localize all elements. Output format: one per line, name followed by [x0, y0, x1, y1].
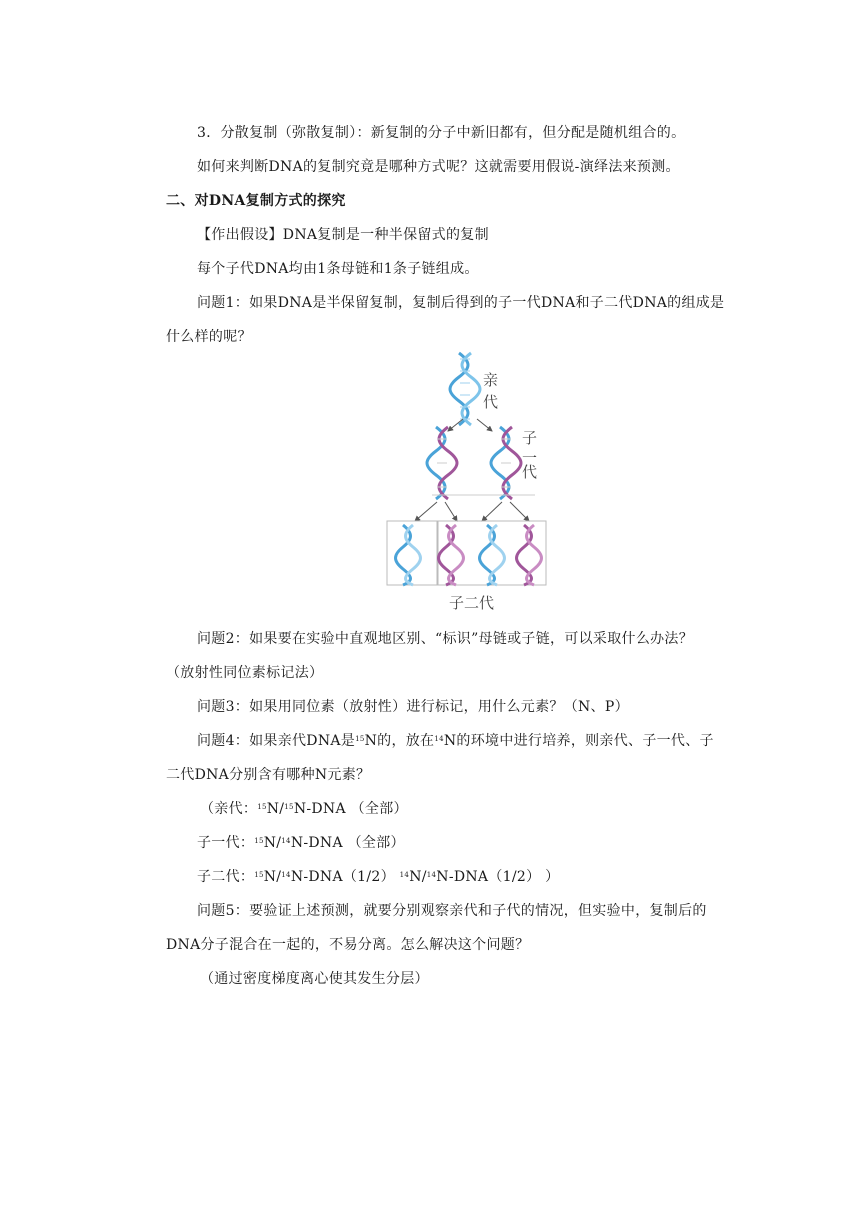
- arrow-to-gen2-2: [445, 502, 457, 521]
- gen2-label: 子二代: [449, 594, 495, 612]
- section-title: 二、对DNA复制方式的探究: [166, 193, 346, 209]
- parent-label-2: 代: [483, 393, 499, 411]
- ans-gen1-a: 子一代：: [197, 835, 255, 851]
- q4-text-c: N的环境中进行培养，则亲代、子一代、子: [443, 733, 714, 749]
- ans-gen1-b: N/: [263, 835, 282, 851]
- q4-text-a: 问题4：如果亲代DNA是: [197, 733, 356, 749]
- q4-sup-15: 15: [355, 735, 365, 743]
- answer-parent-line: [200, 799, 408, 819]
- question1-line1: 问题1：如果DNA是半保留复制，复制后得到的子一代DNA和子二代DNA的组成是: [197, 295, 725, 311]
- arrow-to-gen2-4: [510, 502, 529, 521]
- arrow-to-gen2-3: [482, 502, 502, 521]
- hypothesis-detail: 每个子代DNA均由1条母链和1条子链组成。: [197, 261, 479, 277]
- ans-gen2-b: N/: [263, 869, 282, 885]
- ans-parent-c: N-DNA （全部）: [293, 801, 408, 817]
- q4-sup-14: 14: [434, 735, 444, 743]
- ans-gen2-s1: 15: [254, 871, 264, 879]
- ans-parent-s2: 15: [284, 803, 294, 811]
- ans-gen2-d: N/: [409, 869, 427, 885]
- parent-label-1: 亲: [483, 371, 499, 389]
- ans-gen1-s2: 14: [281, 837, 291, 845]
- ans-parent-s1: 15: [257, 803, 267, 811]
- question4-line1: [197, 731, 714, 751]
- hypothesis-line: 【作出假设】DNA复制是一种半保留式的复制: [197, 227, 489, 243]
- gen1-dna-right: [491, 427, 521, 499]
- method3-line: 3．分散复制（弥散复制）：新复制的分子中新旧都有，但分配是随机组合的。: [197, 125, 686, 141]
- answer-gen1-line: [197, 833, 405, 853]
- ans-gen2-e: N-DNA（1/2） ）: [436, 869, 560, 885]
- arrow-to-gen1-right: [477, 419, 492, 431]
- question5-line1: 问题5：要验证上述预测，就要分别观察亲代和子代的情况，但实验中，复制后的: [197, 903, 707, 919]
- ans-gen2-a: 子二代：: [197, 869, 255, 885]
- gen2-dna-3: [480, 525, 505, 585]
- gen1-label-1: 子: [522, 429, 538, 447]
- gen1-dna-left: [427, 427, 457, 499]
- q4-text-b: N的，放在: [364, 733, 435, 749]
- question3-line: 问题3：如果用同位素（放射性）进行标记，用什么元素？（N、P）: [197, 699, 629, 715]
- question1-line2: 什么样的呢？: [166, 329, 252, 345]
- parent-dna-helix: [450, 353, 480, 425]
- ans-gen1-c: N-DNA （全部）: [290, 835, 405, 851]
- gen1-label-2: 一: [522, 449, 538, 467]
- answer-gen2-line: [197, 867, 559, 887]
- arrow-to-gen2-1: [415, 502, 437, 521]
- ans-gen2-s4: 14: [426, 871, 437, 879]
- gen2-frame-left: [387, 521, 437, 585]
- ans-gen2-c: N-DNA（1/2）: [290, 869, 400, 885]
- gen2-dna-1: [396, 525, 421, 585]
- howto-line: 如何来判断DNA的复制究竟是哪种方式呢？这就需要用假说-演绎法来预测。: [197, 159, 680, 175]
- question4-line2: 二代DNA分别含有哪种N元素？: [166, 767, 371, 783]
- gen2-dna-2: [439, 525, 464, 585]
- dna-replication-diagram: [385, 345, 555, 620]
- question5-line2: DNA分子混合在一起的，不易分离。怎么解决这个问题？: [166, 937, 530, 953]
- dna-replication-figure: [385, 345, 555, 620]
- ans-gen1-s1: 15: [254, 837, 264, 845]
- gen2-dna-4: [517, 525, 542, 585]
- ans-parent-b: N/: [266, 801, 285, 817]
- question2-answer: （放射性同位素标记法）: [166, 665, 324, 681]
- gen1-label-3: 代: [522, 463, 538, 481]
- ans-gen2-s3: 14: [399, 871, 410, 879]
- question2-line1: 问题2：如果要在实验中直观地区别、“标识”母链或子链，可以采取什么办法？: [197, 631, 694, 647]
- ans-parent-a: （亲代：: [200, 801, 258, 817]
- question5-answer: （通过密度梯度离心使其发生分层）: [200, 971, 429, 987]
- ans-gen2-s2: 14: [281, 871, 291, 879]
